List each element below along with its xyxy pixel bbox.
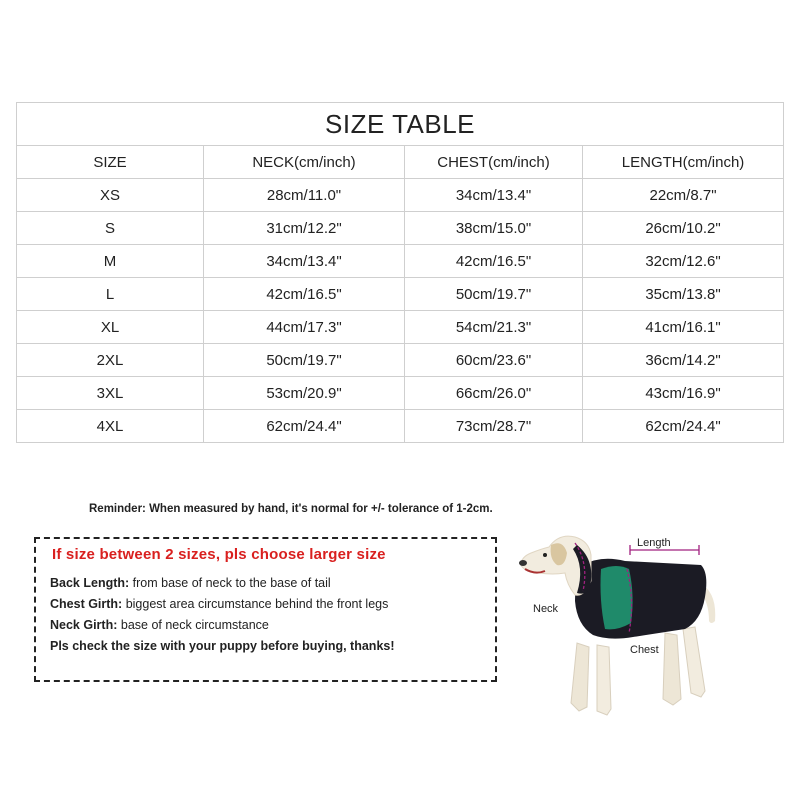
cell-chest: 34cm/13.4" (405, 179, 583, 212)
size-tips-box (34, 537, 497, 682)
chest-girth-tip (50, 594, 495, 615)
chest-label: Chest (630, 644, 659, 656)
table-row (17, 344, 784, 377)
cell-size: 4XL (17, 410, 204, 443)
table-row (17, 410, 784, 443)
cell-size: L (17, 278, 204, 311)
header-chest: CHEST(cm/inch) (405, 146, 583, 179)
cell-chest: 60cm/23.6" (405, 344, 583, 377)
cell-neck: 42cm/16.5" (204, 278, 405, 311)
cell-size: 3XL (17, 377, 204, 410)
cell-size: S (17, 212, 204, 245)
cell-size: XL (17, 311, 204, 344)
table-row (17, 245, 784, 278)
cell-chest: 66cm/26.0" (405, 377, 583, 410)
cell-length: 26cm/10.2" (583, 212, 784, 245)
cell-neck: 53cm/20.9" (204, 377, 405, 410)
table-row (17, 212, 784, 245)
neck-girth-text: base of neck circumstance (117, 618, 269, 632)
cell-size: XS (17, 179, 204, 212)
table-row (17, 377, 784, 410)
dog-in-coat-illustration (505, 525, 725, 725)
table-header-row (17, 146, 784, 179)
table-title: SIZE TABLE (17, 103, 784, 146)
table-row (17, 311, 784, 344)
cell-chest: 54cm/21.3" (405, 311, 583, 344)
cell-neck: 31cm/12.2" (204, 212, 405, 245)
header-neck: NECK(cm/inch) (204, 146, 405, 179)
cell-chest: 73cm/28.7" (405, 410, 583, 443)
back-length-label: Back Length: (50, 576, 130, 590)
coat-green-panel (601, 566, 633, 629)
cell-length: 41cm/16.1" (583, 311, 784, 344)
back-length-tip (50, 573, 495, 594)
neck-label: Neck (533, 603, 559, 615)
cell-neck: 34cm/13.4" (204, 245, 405, 278)
cell-neck: 44cm/17.3" (204, 311, 405, 344)
check-size-note: Pls check the size with your puppy before buying, thanks! (50, 639, 395, 653)
header-length: LENGTH(cm/inch) (583, 146, 784, 179)
cell-neck: 50cm/19.7" (204, 344, 405, 377)
cell-length: 32cm/12.6" (583, 245, 784, 278)
tolerance-reminder: Reminder: When measured by hand, it's normal for +/- tolerance of 1-2cm. (89, 503, 493, 515)
neck-girth-label: Neck Girth: (50, 618, 118, 632)
cell-length: 43cm/16.9" (583, 377, 784, 410)
chest-girth-text: biggest area circumstance behind the front legs (122, 597, 389, 611)
cell-chest: 38cm/15.0" (405, 212, 583, 245)
cell-length: 36cm/14.2" (583, 344, 784, 377)
dog-measurement-diagram (505, 525, 725, 725)
cell-chest: 42cm/16.5" (405, 245, 583, 278)
table-body (17, 179, 784, 443)
neck-girth-tip (50, 615, 495, 636)
cell-length: 62cm/24.4" (583, 410, 784, 443)
table-row (17, 179, 784, 212)
cell-size: M (17, 245, 204, 278)
size-table (16, 102, 784, 443)
table-row (17, 278, 784, 311)
cell-chest: 50cm/19.7" (405, 278, 583, 311)
length-label: Length (637, 537, 671, 549)
size-advice-heading: If size between 2 sizes, pls choose larger size (52, 546, 386, 563)
cell-length: 35cm/13.8" (583, 278, 784, 311)
cell-size: 2XL (17, 344, 204, 377)
cell-neck: 62cm/24.4" (204, 410, 405, 443)
back-length-text: from base of neck to the base of tail (129, 576, 331, 590)
header-size: SIZE (17, 146, 204, 179)
coat-body (575, 559, 706, 639)
cell-neck: 28cm/11.0" (204, 179, 405, 212)
cell-length: 22cm/8.7" (583, 179, 784, 212)
chest-girth-label: Chest Girth: (50, 597, 123, 611)
